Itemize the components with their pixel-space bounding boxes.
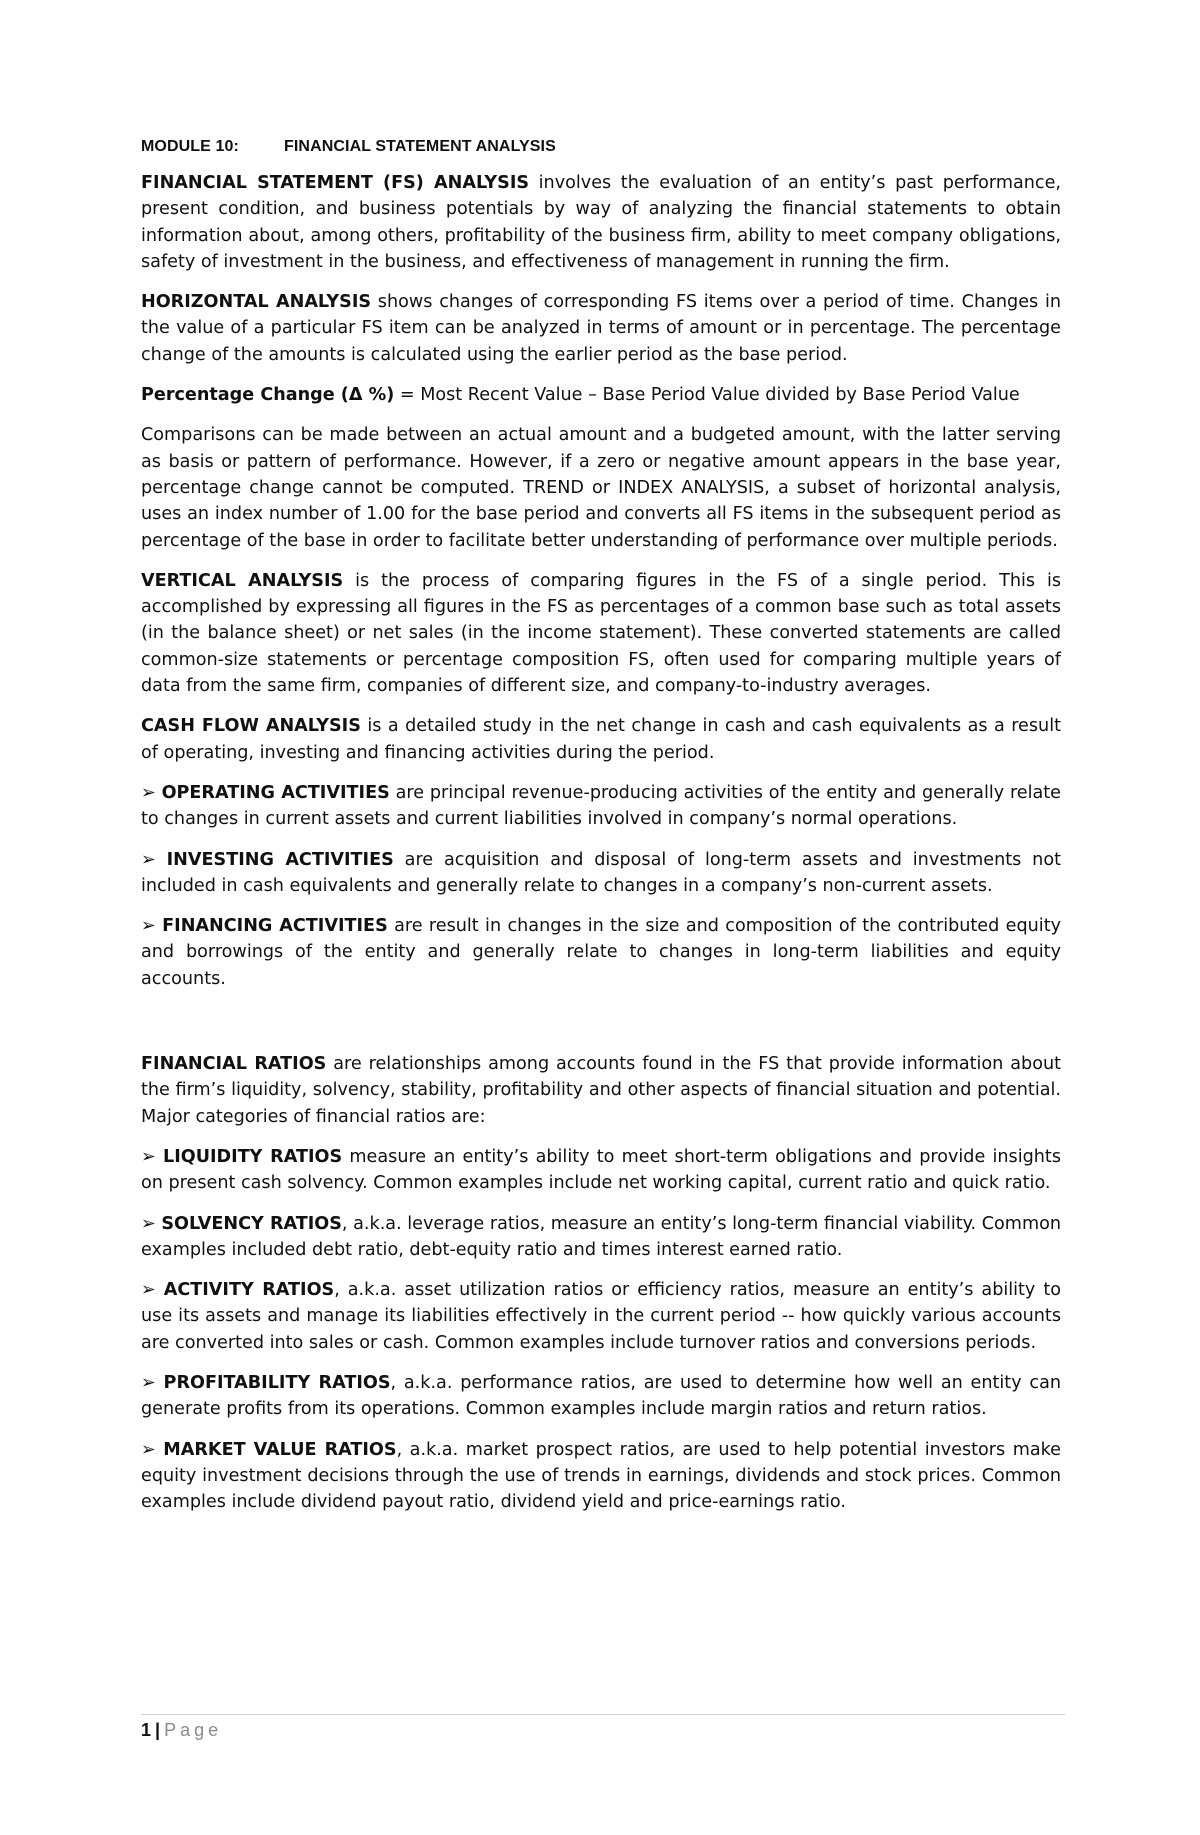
comparisons-paragraph: Comparisons can be made between an actual amount and a budgeted amount, with the latter serving as basis or pattern of performance. However, if a zero or negative amount appears in the base year, percentage change cannot be computed. TREND or INDEX ANALYSIS, a subset of horizontal analysis, uses an index number of 1.00 for the base period and converts all FS items in the subsequent period as percentage of the base in order to facilitate better understanding of performance over multiple periods. [141,425,1061,551]
footer-divider [141,1714,1065,1715]
market-value-ratios-text: , a.k.a. market prospect ratios, are used to help potential investors make equity investment decisions through the use of trends in earnings, dividends and stock prices. Common examples include dividend payout ratio, dividend yield and price-earnings ratio. [141,1439,1062,1513]
percentage-change-text: = Most Recent Value – Base Period Value divided by Base Period Value [394,385,1020,406]
liquidity-ratios-term: LIQUIDITY RATIOS [162,1146,343,1167]
fs-analysis-term: FINANCIAL STATEMENT (FS) ANALYSIS [141,173,530,193]
solvency-ratios-item [141,1211,1061,1264]
horizontal-analysis-paragraph [141,289,1061,368]
vertical-analysis-term: VERTICAL ANALYSIS [141,570,344,591]
arrow-bullet-icon: ➢ [141,849,156,870]
liquidity-ratios-item [141,1144,1061,1197]
cash-flow-paragraph [141,713,1061,766]
solvency-ratios-term: SOLVENCY RATIOS [161,1213,342,1234]
financial-ratios-paragraph [141,1051,1061,1130]
arrow-bullet-icon: ➢ [141,1213,156,1234]
arrow-bullet-icon: ➢ [141,1146,156,1167]
section-spacer [141,1006,1061,1051]
arrow-bullet-icon: ➢ [141,916,156,937]
profitability-ratios-item [141,1370,1061,1423]
market-value-ratios-term: MARKET VALUE RATIOS [163,1439,397,1460]
arrow-bullet-icon: ➢ [141,782,156,803]
solvency-ratios-text: , a.k.a. leverage ratios, measure an entity’s long-term financial viability. Common examples included debt ratio, debt-equity ratio and times interest earned ratio. [141,1213,1061,1260]
page-label: Page [164,1720,223,1740]
financing-activities-term: FINANCING ACTIVITIES [162,916,388,937]
fs-analysis-text: involves the evaluation of an entity’s past performance, present condition, and business potentials by way of analyzing the financial statements to obtain information about, among others, profitability of the business firm, ability to meet company obligations, safety of investment in the business, and effectiveness of management in running the firm. [141,173,1061,272]
module-title [141,138,1061,156]
profitability-ratios-term: PROFITABILITY RATIOS [163,1372,391,1393]
footer-separator: | [155,1720,161,1740]
module-name: FINANCIAL STATEMENT ANALYSIS [284,138,556,155]
page-footer [141,1720,222,1741]
document-page [141,138,1061,1529]
financing-activities-text: are result in changes in the size and composition of the contributed equity and borrowings of the entity and generally relate to changes in long-term liabilities and equity accounts. [141,916,1062,989]
cash-flow-term: CASH FLOW ANALYSIS [141,716,361,737]
horizontal-analysis-term: HORIZONTAL ANALYSIS [141,292,372,313]
operating-activities-item [141,780,1061,833]
percentage-change-term: Percentage Change (Δ %) [141,385,395,406]
investing-activities-text: are acquisition and disposal of long-term assets and investments not included in cash equivalents and generally relate to changes in a company’s non-current assets. [141,849,1061,896]
activity-ratios-term: ACTIVITY RATIOS [163,1280,335,1301]
arrow-bullet-icon: ➢ [141,1439,156,1460]
percentage-change-formula [141,382,1061,408]
activity-ratios-text: , a.k.a. asset utilization ratios or efficiency ratios, measure an entity’s ability to use its assets and manage its liabilities effectively in the current period -- how quickly various accounts are converted into sales or cash. Common examples include turnover ratios and conversions periods. [141,1280,1061,1353]
investing-activities-term: INVESTING ACTIVITIES [166,849,394,870]
liquidity-ratios-text: measure an entity’s ability to meet short-term obligations and provide insights on present cash solvency. Common examples include net working capital, current ratio and quick ratio. [141,1146,1061,1194]
cash-flow-text: is a detailed study in the net change in cash and cash equivalents as a result of operating, investing and financing activities during the period. [141,716,1061,763]
activity-ratios-item [141,1277,1061,1356]
fs-analysis-paragraph [141,170,1061,275]
financial-ratios-term: FINANCIAL RATIOS [141,1054,327,1075]
investing-activities-item [141,847,1061,900]
operating-activities-text: are principal revenue-producing activities of the entity and generally relate to changes in current assets and current liabilities involved in company’s normal operations. [141,782,1062,830]
page-number: 1 [141,1720,152,1740]
financing-activities-item [141,913,1061,992]
vertical-analysis-paragraph [141,568,1061,699]
arrow-bullet-icon: ➢ [141,1372,156,1393]
profitability-ratios-text: , a.k.a. performance ratios, are used to determine how well an entity can generate profits from its operations. Common examples include margin ratios and return ratios. [141,1372,1062,1420]
arrow-bullet-icon: ➢ [141,1280,156,1301]
market-value-ratios-item [141,1437,1061,1516]
horizontal-analysis-text: shows changes of corresponding FS items over a period of time. Changes in the value of a particular FS item can be analyzed in terms of amount or in percentage. The percentage change of the amounts is calculated using the earlier period as the base period. [141,292,1061,365]
operating-activities-term: OPERATING ACTIVITIES [161,782,390,803]
module-number: MODULE 10: [141,138,239,155]
financial-ratios-text: are relationships among accounts found in the FS that provide information about the firm’s liquidity, solvency, stability, profitability and other aspects of financial situation and potential. Major categories of financial ratios are: [141,1054,1062,1127]
vertical-analysis-text: is the process of comparing figures in the FS of a single period. This is accomplished by expressing all figures in the FS as percentages of a common base such as total assets (in the balance sheet) or net sales (in the income statement). These converted statements are called common-size statements or percentage composition FS, often used for comparing multiple years of data from the same firm, companies of different size, and company-to-industry averages. [141,570,1061,697]
